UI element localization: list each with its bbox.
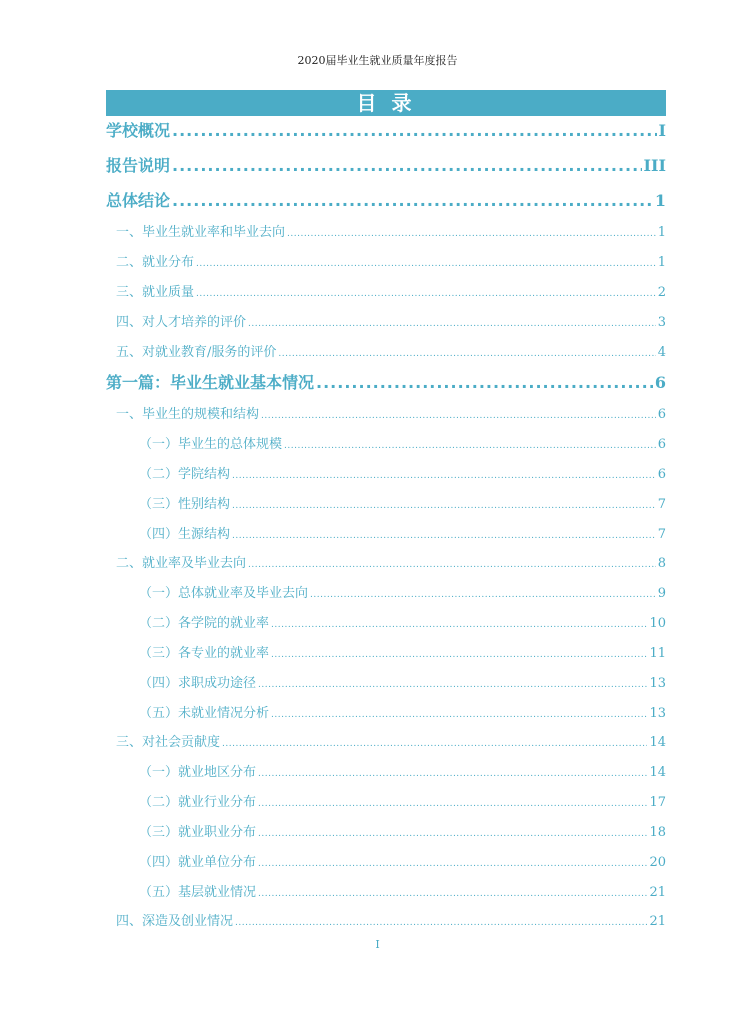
toc-entry[interactable]: [106, 791, 666, 810]
toc-entry-page: 7: [657, 497, 666, 512]
toc-entry-label: （三）性别结构: [139, 497, 231, 512]
toc-entry-label: （二）各学院的就业率: [139, 616, 270, 631]
toc-entry-page: 3: [657, 315, 666, 330]
toc-entry[interactable]: [106, 821, 666, 840]
toc-entry-label: （二）就业行业分布: [139, 795, 257, 810]
toc-leader-dots: [222, 739, 647, 749]
toc-entry[interactable]: [106, 881, 666, 900]
toc-entry[interactable]: [106, 311, 666, 330]
toc-entry-label: （三）各专业的就业率: [139, 646, 270, 661]
toc-leader-dots: [271, 650, 647, 660]
toc-entry-label: （一）总体就业率及毕业去向: [139, 586, 309, 601]
toc-entry-label: （四）生源结构: [139, 527, 231, 542]
toc-entry[interactable]: [106, 251, 666, 270]
toc-entry-label: 三、就业质量: [116, 285, 195, 300]
toc-entry[interactable]: [106, 118, 666, 141]
toc-entry[interactable]: [106, 370, 666, 393]
toc-entry-page: 20: [649, 855, 666, 870]
toc-entry-page: 11: [649, 646, 666, 661]
toc-entry-page: 18: [649, 825, 666, 840]
toc-entry[interactable]: [106, 188, 666, 211]
toc-entry-page: 7: [657, 527, 666, 542]
toc-entry-page: 6: [657, 437, 666, 452]
toc-entry-label: （四）就业单位分布: [139, 855, 257, 870]
toc-leader-dots: [278, 349, 655, 359]
toc-entry[interactable]: [106, 493, 666, 512]
toc-entry[interactable]: [106, 153, 666, 176]
toc-leader-dots: [258, 889, 647, 899]
toc-leader-dots: [271, 620, 647, 630]
toc-entry-page: 21: [649, 914, 666, 929]
toc-entry-page: 1: [657, 255, 666, 270]
toc-entry-page: 6: [654, 373, 666, 392]
toc-leader-dots: [232, 471, 656, 481]
page-header: 2020届毕业生就业质量年度报告: [297, 54, 458, 67]
toc-entry-label: 第一篇：毕业生就业基本情况: [106, 373, 315, 392]
toc-leader-dots: [261, 411, 656, 421]
toc-entry-page: 14: [649, 735, 666, 750]
toc-entry-label: 学校概况: [106, 121, 171, 140]
toc-entry[interactable]: [106, 281, 666, 300]
toc-leader-dots: [172, 156, 642, 175]
toc-leader-dots: [258, 859, 647, 869]
toc-leader-dots: [248, 319, 656, 329]
toc-entry[interactable]: [106, 612, 666, 631]
toc-leader-dots: [316, 373, 653, 392]
toc-entry-label: （三）就业职业分布: [139, 825, 257, 840]
toc-leader-dots: [258, 769, 647, 779]
toc-entry-label: （一）毕业生的总体规模: [139, 437, 283, 452]
toc-entry-page: 2: [657, 285, 666, 300]
toc-entry-page: 6: [657, 407, 666, 422]
toc-leader-dots: [287, 229, 656, 239]
toc-entry[interactable]: [106, 761, 666, 780]
toc-entry-label: （一）就业地区分布: [139, 765, 257, 780]
toc-entry[interactable]: [106, 582, 666, 601]
toc-entry-label: 三、对社会贡献度: [116, 735, 221, 750]
toc-entry-page: 6: [657, 467, 666, 482]
toc-entry-label: 报告说明: [106, 156, 171, 175]
toc-leader-dots: [232, 531, 656, 541]
toc-leader-dots: [310, 590, 656, 600]
toc-leader-dots: [248, 560, 656, 570]
toc-entry-page: I: [658, 121, 666, 140]
toc-entry[interactable]: [106, 672, 666, 691]
toc-entry-label: 总体结论: [106, 191, 171, 210]
toc-entry-label: 四、对人才培养的评价: [116, 315, 247, 330]
toc-entry[interactable]: [106, 221, 666, 240]
toc-entry-page: 14: [649, 765, 666, 780]
toc-entry-label: （五）未就业情况分析: [139, 706, 270, 721]
page-number: I: [375, 938, 380, 951]
toc-entry[interactable]: [106, 731, 666, 750]
toc-entry[interactable]: [106, 523, 666, 542]
toc-entry-label: 二、就业率及毕业去向: [116, 556, 247, 571]
toc-entry[interactable]: [106, 403, 666, 422]
toc-entry-page: 13: [649, 676, 666, 691]
toc-entry[interactable]: [106, 341, 666, 360]
toc-entry-page: 21: [649, 885, 666, 900]
toc-leader-dots: [258, 680, 647, 690]
toc-entry[interactable]: [106, 642, 666, 661]
toc-entry-page: 13: [649, 706, 666, 721]
toc-entry[interactable]: [106, 910, 666, 929]
toc-entry[interactable]: [106, 463, 666, 482]
toc-entry[interactable]: [106, 552, 666, 571]
toc-entry-page: 4: [657, 345, 666, 360]
toc-entry-page: III: [643, 156, 666, 175]
toc-entry-label: （二）学院结构: [139, 467, 231, 482]
toc-leader-dots: [172, 191, 653, 210]
toc-entry-page: 10: [649, 616, 666, 631]
toc-entry-label: 五、对就业教育/服务的评价: [116, 345, 277, 360]
toc-leader-dots: [196, 289, 656, 299]
toc-entry-page: 8: [657, 556, 666, 571]
toc-entry[interactable]: [106, 433, 666, 452]
toc-entry-label: （五）基层就业情况: [139, 885, 257, 900]
toc-entry-label: 一、毕业生的规模和结构: [116, 407, 260, 422]
toc-entry-label: （四）求职成功途径: [139, 676, 257, 691]
toc-leader-dots: [232, 501, 656, 511]
toc-title: 目 录: [106, 90, 666, 116]
toc-entry-label: 四、深造及创业情况: [116, 914, 234, 929]
toc-leader-dots: [258, 799, 647, 809]
toc-leader-dots: [196, 259, 656, 269]
toc-leader-dots: [172, 121, 657, 140]
toc-entry[interactable]: [106, 851, 666, 870]
toc-entry-label: 二、就业分布: [116, 255, 195, 270]
toc-entry[interactable]: [106, 702, 666, 721]
toc-entry-page: 9: [657, 586, 666, 601]
toc-leader-dots: [235, 918, 647, 928]
toc-leader-dots: [271, 710, 647, 720]
toc-leader-dots: [284, 441, 656, 451]
toc-entry-page: 1: [654, 191, 666, 210]
toc-entry-label: 一、毕业生就业率和毕业去向: [116, 225, 286, 240]
toc-entry-page: 17: [649, 795, 666, 810]
toc-entry-page: 1: [657, 225, 666, 240]
toc-leader-dots: [258, 829, 647, 839]
